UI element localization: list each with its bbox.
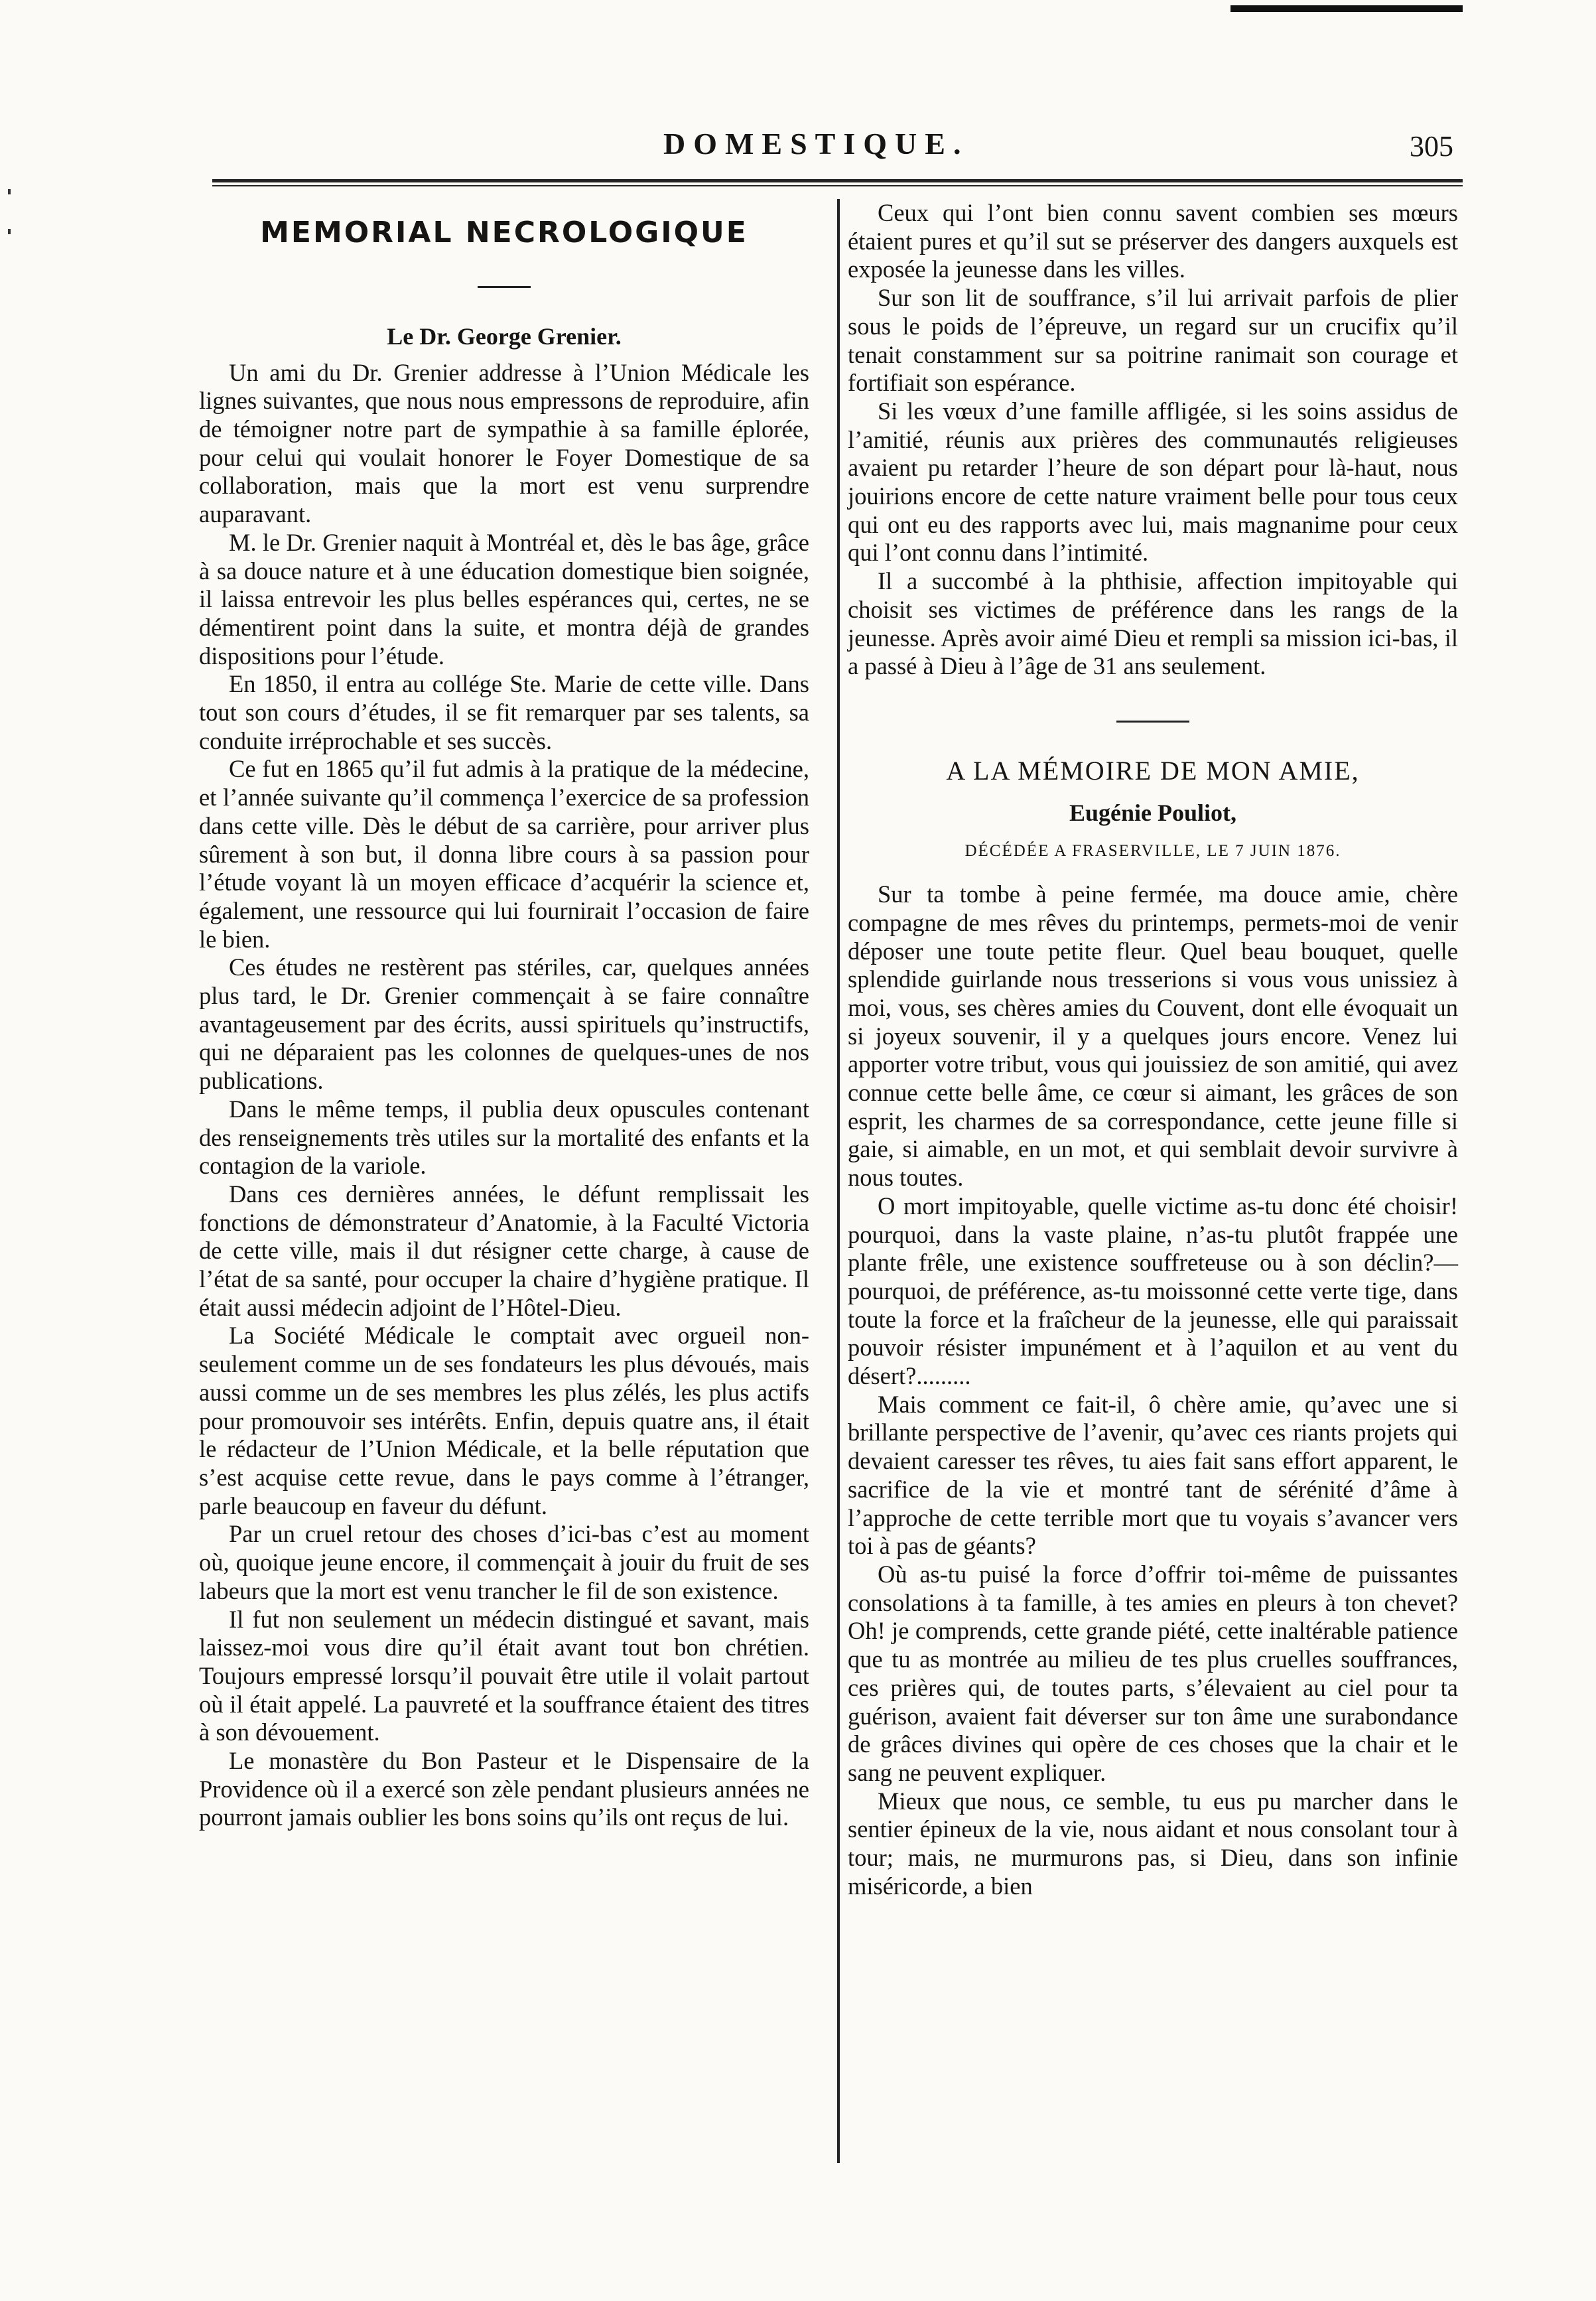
article-subheading: Le Dr. George Grenier. [387, 323, 622, 350]
poem-title: A LA MÉMOIRE DE MON AMIE, [946, 755, 1360, 786]
separator-rule [1116, 721, 1189, 723]
header-rule-thin [212, 185, 1463, 186]
running-head-title: DOMESTIQUE. [663, 127, 969, 161]
section-heading: MEMORIAL NECROLOGIQUE [260, 216, 748, 249]
paragraph: Dans le même temps, il publia deux opuscules contenant des renseignements très utiles sur la mortalité des enfants et la contagion de la variole. [199, 1095, 809, 1180]
paragraph: Sur son lit de souffrance, s’il lui arrivait parfois de plier sous le poids de l’épreuve, un regard sur un crucifix qu’il tenait constamment sur sa poitrine ranimait son courage et fortifiait son espérance. [848, 284, 1458, 397]
paragraph: Mais comment ce fait-il, ô chère amie, qu’avec une si brillante perspective de l’avenir, qu’avec ces riants projets qui devaient caresser tes rêves, tu aies fait sans effort apparent, le sacrifice de la vie et montré tant de sérénité d’âme à l’approche de cette terrible mort que tu voyais s’avancer vers toi à pas de géants? [848, 1390, 1458, 1560]
separator-rule [478, 286, 531, 288]
paragraph: Un ami du Dr. Grenier addresse à l’Union Médicale les lignes suivantes, que nous nous empressons de reproduire, afin de témoigner notre part de sympathie à sa famille éplorée, pour celui qui voulait honorer le Foyer Domestique de sa collaboration, mais que la mort est venu surprendre auparavant. [199, 358, 809, 528]
paragraph: Dans ces dernières années, le défunt remplissait les fonctions de démonstrateur d’Anatomie, à la Faculté Victoria de cette ville, mais il dut résigner cette charge, à cause de l’état de sa santé, pour occuper la chaire d’hygiène pratique. Il était aussi médecin adjoint de l’Hôtel-Dieu. [199, 1180, 809, 1321]
paragraph: Ces études ne restèrent pas stériles, car, quelques années plus tard, le Dr. Grenier commençait à se faire connaître avantageusement par des écrits, aussi spirituels qu’instructifs, qui ne déparaient pas les colonnes de quelques-unes de nos publications. [199, 953, 809, 1095]
header-rule [212, 179, 1463, 182]
paragraph: Où as-tu puisé la force d’offrir toi-même de puissantes consolations à ta famille, à tes amies en pleurs à ton chevet? Oh! je comprends, cette grande piété, cette inaltérable patience que tu as montrée au milieu de tes plus cruelles souffrances, ces prières qui, de toutes parts, s’élevaient au ciel pour ta guérison, avaient fait déverser sur ton âme une surabondance de grâces divines qui opère de ces choses que la chair et le sang ne peuvent expliquer. [848, 1560, 1458, 1786]
paragraph: En 1850, il entra au collége Ste. Marie de cette ville. Dans tout son cours d’études, il se fit remarquer par ses talents, sa conduite irréprochable et ses succès. [199, 670, 809, 754]
margin-mark [8, 189, 11, 194]
margin-mark [8, 229, 11, 234]
paragraph: Si les vœux d’une famille affligée, si les soins assidus de l’amitié, réunis aux prières des communautés religieuses avaient pu retarder l’heure de son départ pour là-haut, nous jouirions encore de cette nature vraiment belle pour tous ceux qui ont eu des rapports avec lui, mais magnanime pour ceux qui l’ont connu dans l’intimité. [848, 397, 1458, 567]
paragraph: M. le Dr. Grenier naquit à Montréal et, dès le bas âge, grâce à sa douce nature et à une éducation domestique bien soignée, il laissa entrevoir les plus belles espérances qui, certes, ne se démentirent point dans la suite, et montra déjà de grandes dispositions pour l’étude. [199, 528, 809, 669]
page-number: 305 [1410, 130, 1453, 163]
paragraph: Il fut non seulement un médecin distingué et savant, mais laissez-moi vous dire qu’il était avant tout bon chrétien. Toujours empressé lorsqu’il pouvait être utile il volait partout où il était appelé. La pauvreté et la souffrance étaient des titres à son dévouement. [199, 1605, 809, 1746]
paragraph: La Société Médicale le comptait avec orgueil non-seulement comme un de ses fondateurs les plus dévoués, mais aussi comme un de ses membres les plus zélés, les plus actifs pour promouvoir ses intérêts. Enfin, depuis quatre ans, il était le rédacteur de l’Union Médicale, et la belle réputation que s’est acquise cette revue, dans le pays comme à l’étranger, parle beaucoup en faveur du défunt. [199, 1322, 809, 1519]
paragraph: Par un cruel retour des choses d’ici-bas c’est au moment où, quoique jeune encore, il commençait à jouir du fruit de ses labeurs que la mort est venu trancher le fil de son existence. [199, 1520, 809, 1604]
paragraph: O mort impitoyable, quelle victime as-tu donc été choisir! pourquoi, dans la vaste plaine, n’as-tu plutôt frappée une plante frêle, une existence souffreteuse ou à son déclin?—pourquoi, de préférence, as-tu moissonné cette verte tige, dans toute la force et la fraîcheur de la jeunesse, elle qui paraissait pouvoir résister impunément et à l’aquilon et au vent du désert?......... [848, 1192, 1458, 1390]
right-column [848, 199, 1458, 1900]
paragraph: Sur ta tombe à peine fermée, ma douce amie, chère compagne de mes rêves du printemps, permets-moi de venir déposer une toute petite fleur. Quel beau bouquet, quelle splendide guirlande nous tresserions si vous vous unissiez à moi, vous, ses chères amies du Couvent, dont elle évoquait un si joyeux souvenir, il y a quelques jours encore. Venez lui apporter votre tribut, vous qui jouissiez de son amitié, qui avez connue cette belle âme, ce cœur si aimant, les grâces de son esprit, les charmes de sa correspondance, cette jeune fille si gaie, si aimable, en un mot, et qui semblait devoir survivre à nous toutes. [848, 880, 1458, 1192]
paragraph: Ceux qui l’ont bien connu savent combien ses mœurs étaient pures et qu’il sut se préserver des dangers auxquels est exposée la jeunesse dans les villes. [848, 199, 1458, 283]
paragraph: Le monastère du Bon Pasteur et le Dispensaire de la Providence où il a exercé son zèle pendant plusieurs années ne pourront jamais oublier les bons soins qu’ils ont reçus de lui. [199, 1747, 809, 1831]
paragraph: Il a succombé à la phthisie, affection impitoyable qui choisit ses victimes de préférence dans les rangs de la jeunesse. Après avoir aimé Dieu et rempli sa mission ici-bas, il a passé à Dieu à l’âge de 31 ans seulement. [848, 567, 1458, 680]
poem-date-line: DÉCÉDÉE A FRASERVILLE, LE 7 JUIN 1876. [964, 841, 1341, 860]
paragraph: Ce fut en 1865 qu’il fut admis à la pratique de la médecine, et l’année suivante qu’il commença l’exercice de sa profession dans cette ville. Dès le début de sa carrière, pour arriver plus sûrement à son but, il donna libre cours à sa passion pour l’étude voyant là un moyen efficace d’acquérir la science et, également, une ressource qui lui fournirait l’occasion de faire le bien. [199, 755, 809, 953]
column-divider [837, 199, 840, 2163]
top-rule [1230, 5, 1463, 12]
left-column [199, 199, 809, 1832]
poem-dedicatee: Eugénie Pouliot, [1069, 799, 1237, 826]
paragraph: Mieux que nous, ce semble, tu eus pu marcher dans le sentier épineux de la vie, nous aidant et nous consolant tour à tour; mais, ne murmurons pas, si Dieu, dans son infinie miséricorde, a bien [848, 1787, 1458, 1900]
